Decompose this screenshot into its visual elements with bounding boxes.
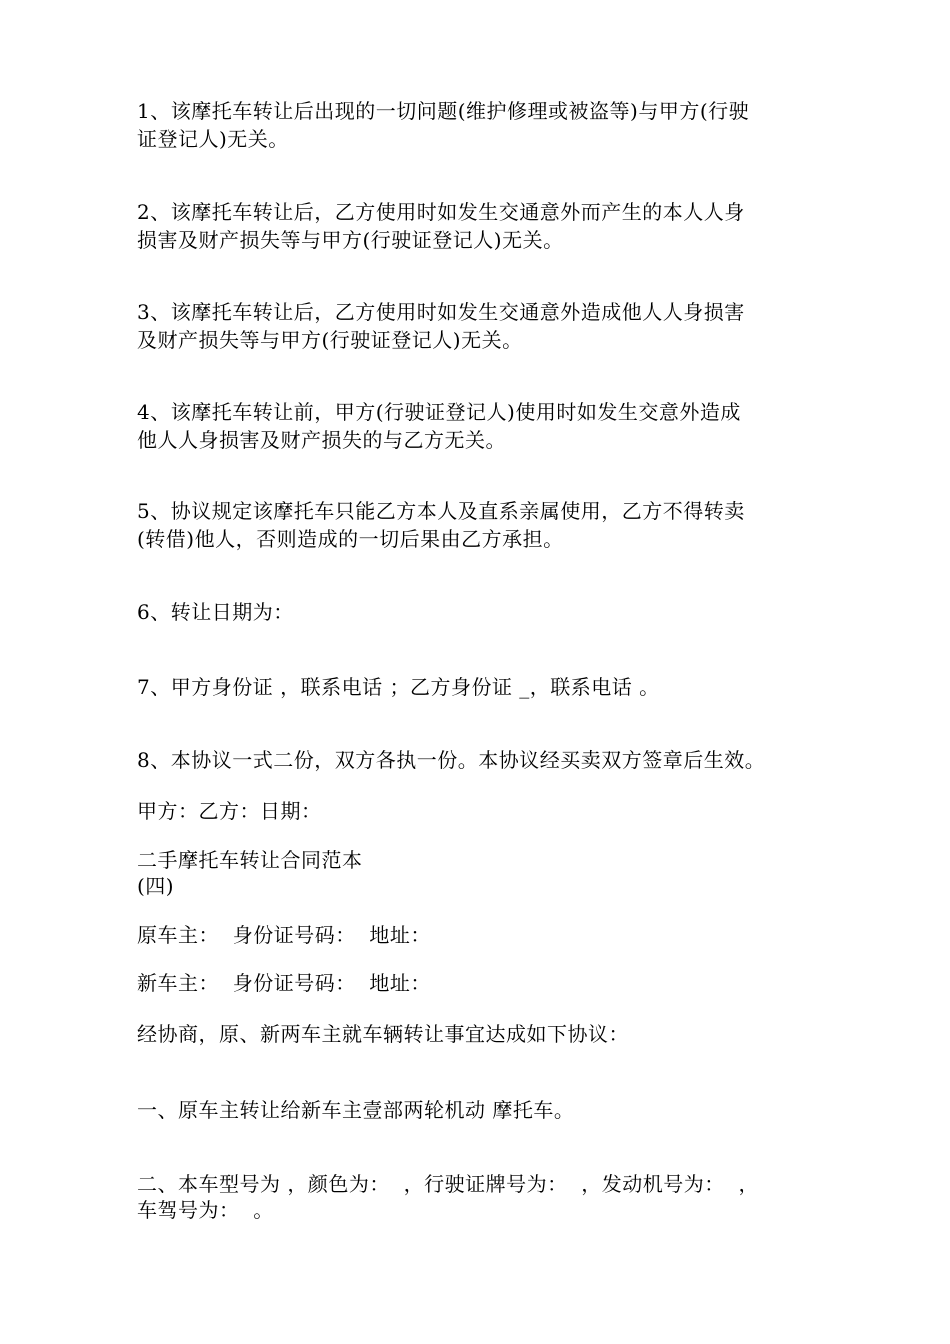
signature-line: 甲方：乙方：日期： (137, 799, 322, 823)
agreement-intro: 经协商，原、新两车主就车辆转让事宜达成如下协议： (137, 1022, 629, 1046)
clause-1-line-2: 证登记人)无关。 (137, 127, 289, 151)
clause-3-line-2: 及财产损失等与甲方(行驶证登记人)无关。 (137, 328, 523, 352)
clause-1-line-1: 1、该摩托车转让后出现的一切问题(维护修理或被盗等)与甲方(行驶 (137, 99, 750, 123)
article-2-line-2: 车驾号为： 。 (137, 1198, 274, 1222)
clause-7: 7、甲方身份证 ，联系电话 ；乙方身份证 _，联系电话 。 (137, 675, 660, 699)
original-owner-line: 原车主： 身份证号码： 地址： (137, 923, 431, 947)
article-2-line-1: 二、本车型号为 ，颜色为： ，行驶证牌号为： ，发动机号为： ， (137, 1172, 760, 1196)
new-owner-line: 新车主： 身份证号码： 地址： (137, 971, 431, 995)
article-1: 一、原车主转让给新车主壹部两轮机动 摩托车。 (137, 1098, 575, 1122)
clause-6: 6、转让日期为： (137, 600, 294, 624)
clause-4-line-1: 4、该摩托车转让前，甲方(行驶证登记人)使用时如发生交意外造成 (137, 400, 741, 424)
clause-5-line-2: (转借)他人，否则造成的一切后果由乙方承担。 (137, 527, 564, 551)
clause-2-line-2: 损害及财产损失等与甲方(行驶证登记人)无关。 (137, 228, 564, 252)
clause-4-line-2: 他人人身损害及财产损失的与乙方无关。 (137, 428, 506, 452)
clause-8: 8、本协议一式二份，双方各执一份。本协议经买卖双方签章后生效。 (137, 748, 766, 772)
contract-title: 二手摩托车转让合同范本 (137, 848, 363, 872)
clause-3-line-1: 3、该摩托车转让后，乙方使用时如发生交通意外造成他人人身损害 (137, 300, 745, 324)
clause-5-line-1: 5、协议规定该摩托车只能乙方本人及直系亲属使用，乙方不得转卖 (137, 499, 745, 523)
clause-2-line-1: 2、该摩托车转让后，乙方使用时如发生交通意外而产生的本人人身 (137, 200, 745, 224)
contract-subtitle: (四) (137, 874, 175, 898)
